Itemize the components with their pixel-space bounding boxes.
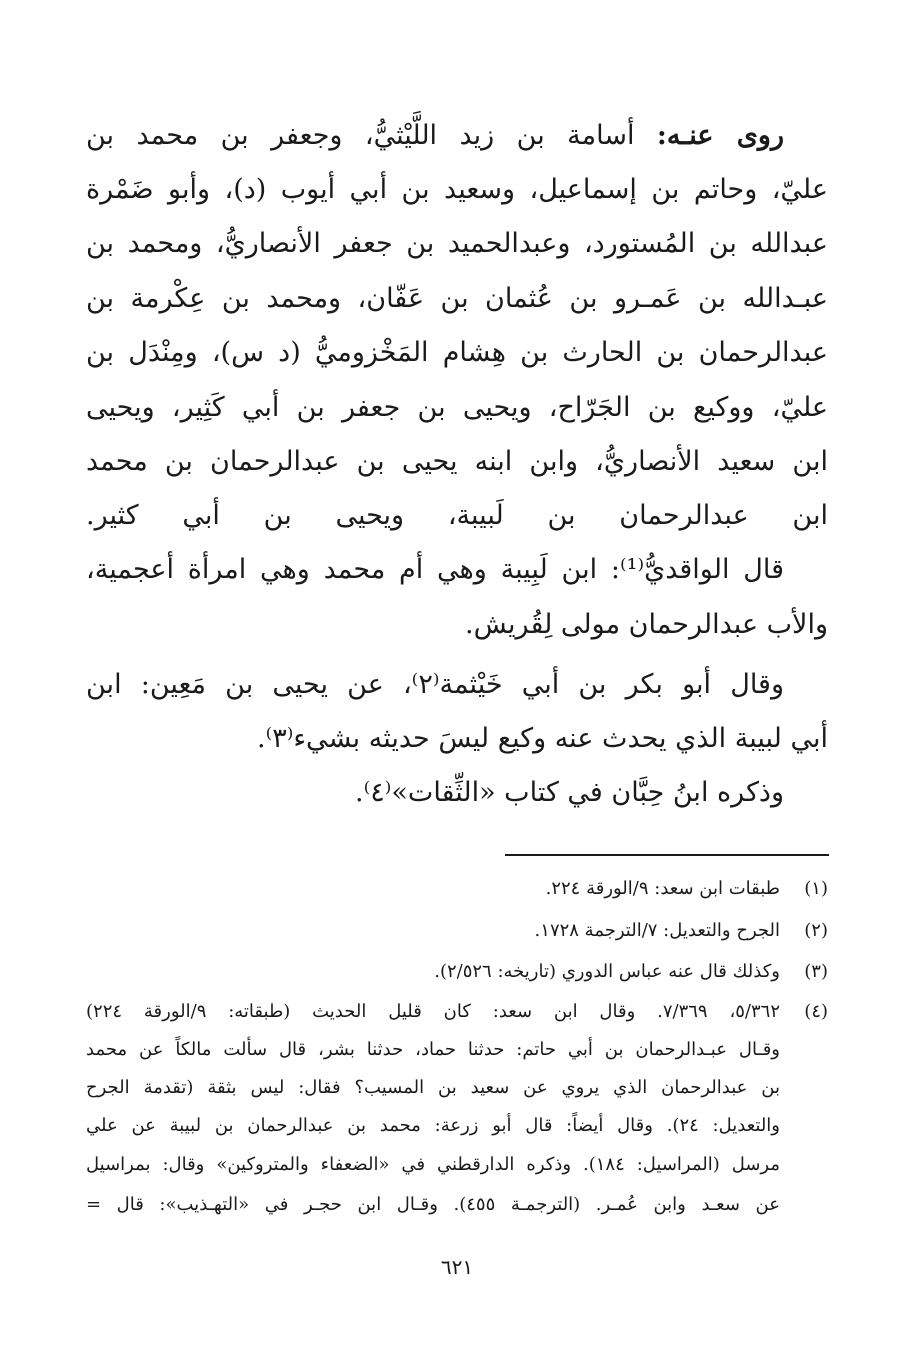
paragraph-1-line-1-text: أسامة بن زيد اللَّيْثيُّ، وجعفر بن محمد بن xyxy=(86,120,635,151)
footnote-4-text-1: ٥/٣٦٢، ٧/٣٦٩. وقال ابن سعد: كان قليل الحديث (طبقاته: ٩/الورقة ٢٢٤) xyxy=(86,1001,781,1022)
paragraph-3-line-1: وقال أبو بكر بن أبي خَيْثمة⁽٢⁾، عن يحيى بن مَعِين: ابن xyxy=(86,669,784,700)
footnote-2-number: (٢) xyxy=(804,920,828,941)
footnote-1-number: (١) xyxy=(804,878,828,899)
footnote-1-text: طبقات ابن سعد: ٩/الورقة ٢٢٤. xyxy=(545,878,780,899)
footnote-4-line-6: عن سعـد وابن عُمـر. (الترجمـة ٤٥٥). وقـال ابن حجـر في «التهـذيب»: قال = xyxy=(86,1194,780,1215)
footnote-3 xyxy=(0,958,914,986)
narrators-heading: روى عنـه: xyxy=(656,120,784,151)
footnote-4-number: (٤) xyxy=(804,1001,829,1022)
paragraph-1-line-5: عبدالرحمان بن الحارث بن هِشام المَخْزوميُّ (د س)، ومِنْدَل بن xyxy=(86,337,828,368)
paragraph-1-line-6: عليّ، ووكيع بن الجَرّاح، ويحيى بن جعفر بن أبي كَثِير، ويحيى xyxy=(86,392,828,423)
footnote-3-text: وكذلك قال عنه عباس الدوري (تاريخه: ٢/٥٢٦). xyxy=(434,961,780,982)
footnote-4-line-2: وقـال عبـدالرحمان بن أبي حاتم: حدثنا حماد، حدثنا بشر، قال سألت مالكاً عن محمد xyxy=(86,1039,780,1060)
footnote-1 xyxy=(0,875,914,903)
paragraph-2-line-2: والأب عبدالرحمان مولى لِقُريش. xyxy=(465,609,828,640)
footnote-2-text: الجرح والتعديل: ٧/الترجمة ١٧٢٨. xyxy=(534,920,780,941)
footnote-4-line-1 xyxy=(0,998,914,1026)
footnote-4-line-3: بن عبدالرحمان الذي يروي عن سعيد بن المسيب؟ فقال: ليس بثقة (تقدمة الجرح xyxy=(86,1077,780,1098)
footnote-3-number: (٣) xyxy=(804,961,828,982)
footnote-2 xyxy=(0,917,914,945)
paragraph-1-line-3: عبدالله بن المُستورد، وعبدالحميد بن جعفر الأنصاريُّ، ومحمد بن xyxy=(86,228,828,259)
paragraph-1-line-2: عليّ، وحاتم بن إسماعيل، وسعيد بن أبي أيوب (د)، وأبو ضَمْرة xyxy=(86,174,828,205)
paragraph-1-line-8: ابن عبدالرحمان بن لَبيبة، ويحيى بن أبي كثير. xyxy=(86,500,828,531)
paragraph-1-line-4: عبـدالله بن عَمـرو بن عُثمان بن عَفّان، ومحمد بن عِكْرمة بن xyxy=(86,283,828,314)
page-number: ٦٢١ xyxy=(440,1255,474,1279)
paragraph-1-line-7: ابن سعيد الأنصاريُّ، وابن ابنه يحيى بن عبدالرحمان بن محمد xyxy=(86,446,828,477)
footnote-4-line-4: والتعديل: ٢٤). وقال أيضاً: قال أبو زرعة: محمد بن عبدالرحمان بن لبيبة عن علي xyxy=(86,1115,780,1136)
footnote-4-line-5: مرسل (المراسيل: ١٨٤). وذكره الدارقطني في «الضعفاء والمتروكين» وقال: بمراسيل xyxy=(86,1154,781,1175)
paragraph-2-line-1: قال الواقديُّ⁽¹⁾: ابن لَبِيبة وهي أم محمد وهي امرأة أعجمية، xyxy=(86,554,784,585)
paragraph-3-line-2: أبي لبيبة الذي يحدث عنه وكيع ليسَ حديثه بشيء⁽٣⁾. xyxy=(257,723,828,754)
paragraph-1-line-1 xyxy=(0,116,914,156)
paragraph-4-line-1: وذكره ابنُ حِبَّان في كتاب «الثِّقات»⁽٤⁾. xyxy=(355,777,784,808)
footnote-separator xyxy=(505,854,829,856)
